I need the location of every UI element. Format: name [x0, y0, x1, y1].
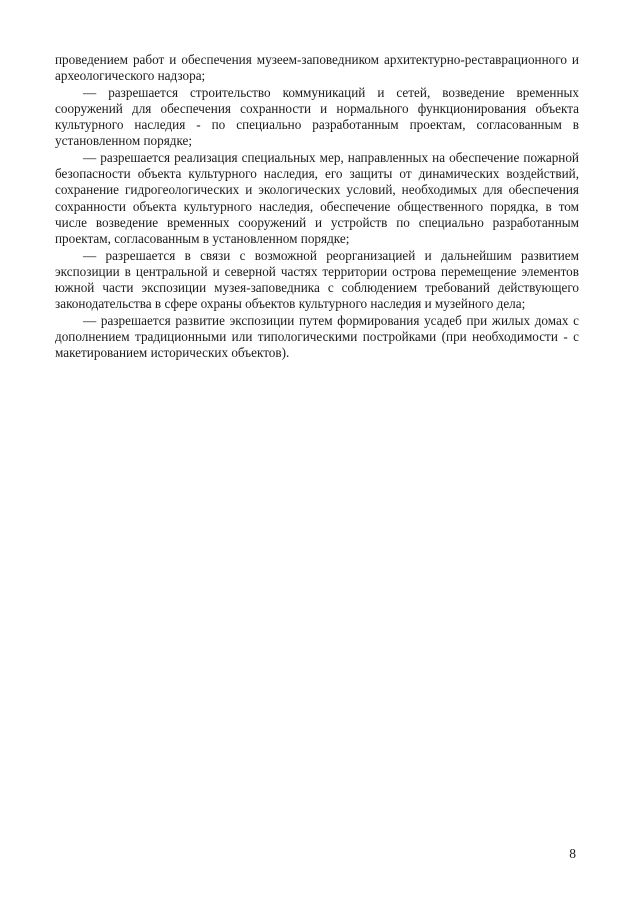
page-number: 8	[569, 846, 576, 861]
paragraph-exposition-relocation: — разрешается в связи с возможной реорганизацией и дальнейшим развитием экспозиции в центральной и северной частях территории острова перемещение элементов южной части экспозиции музея-заповедника с соблюдением требований действующего законодательства в сфере охраны объектов культурного наследия и музейного дела;	[55, 247, 579, 312]
document-body	[55, 52, 579, 362]
paragraph-fire-safety: — разрешается реализация специальных мер, направленных на обеспечение пожарной безопасности объекта культурного наследия, его защиты от динамических воздействий, сохранение гидрогеологических и экологических условий, необходимых для обеспечения сохранности объекта культурного наследия, обеспечение общественного порядка, в том числе возведение временных сооружений и устройств по специально разработанным проектам, согласованным в установленном порядке;	[55, 149, 579, 247]
paragraph-exposition-development: — разрешается развитие экспозиции путем формирования усадеб при жилых домах с дополнением традиционными или типологическими постройками (при необходимости - с макетированием исторических объектов).	[55, 312, 579, 361]
paragraph-communications: — разрешается строительство коммуникаций и сетей, возведение временных сооружений для обеспечения сохранности и нормального функционирования объекта культурного наследия - по специально разработанным проектам, согласованным в установленном порядке;	[55, 84, 579, 149]
paragraph-continuation: проведением работ и обеспечения музеем-заповедником архитектурно-реставрационного и археологического надзора;	[55, 52, 579, 84]
